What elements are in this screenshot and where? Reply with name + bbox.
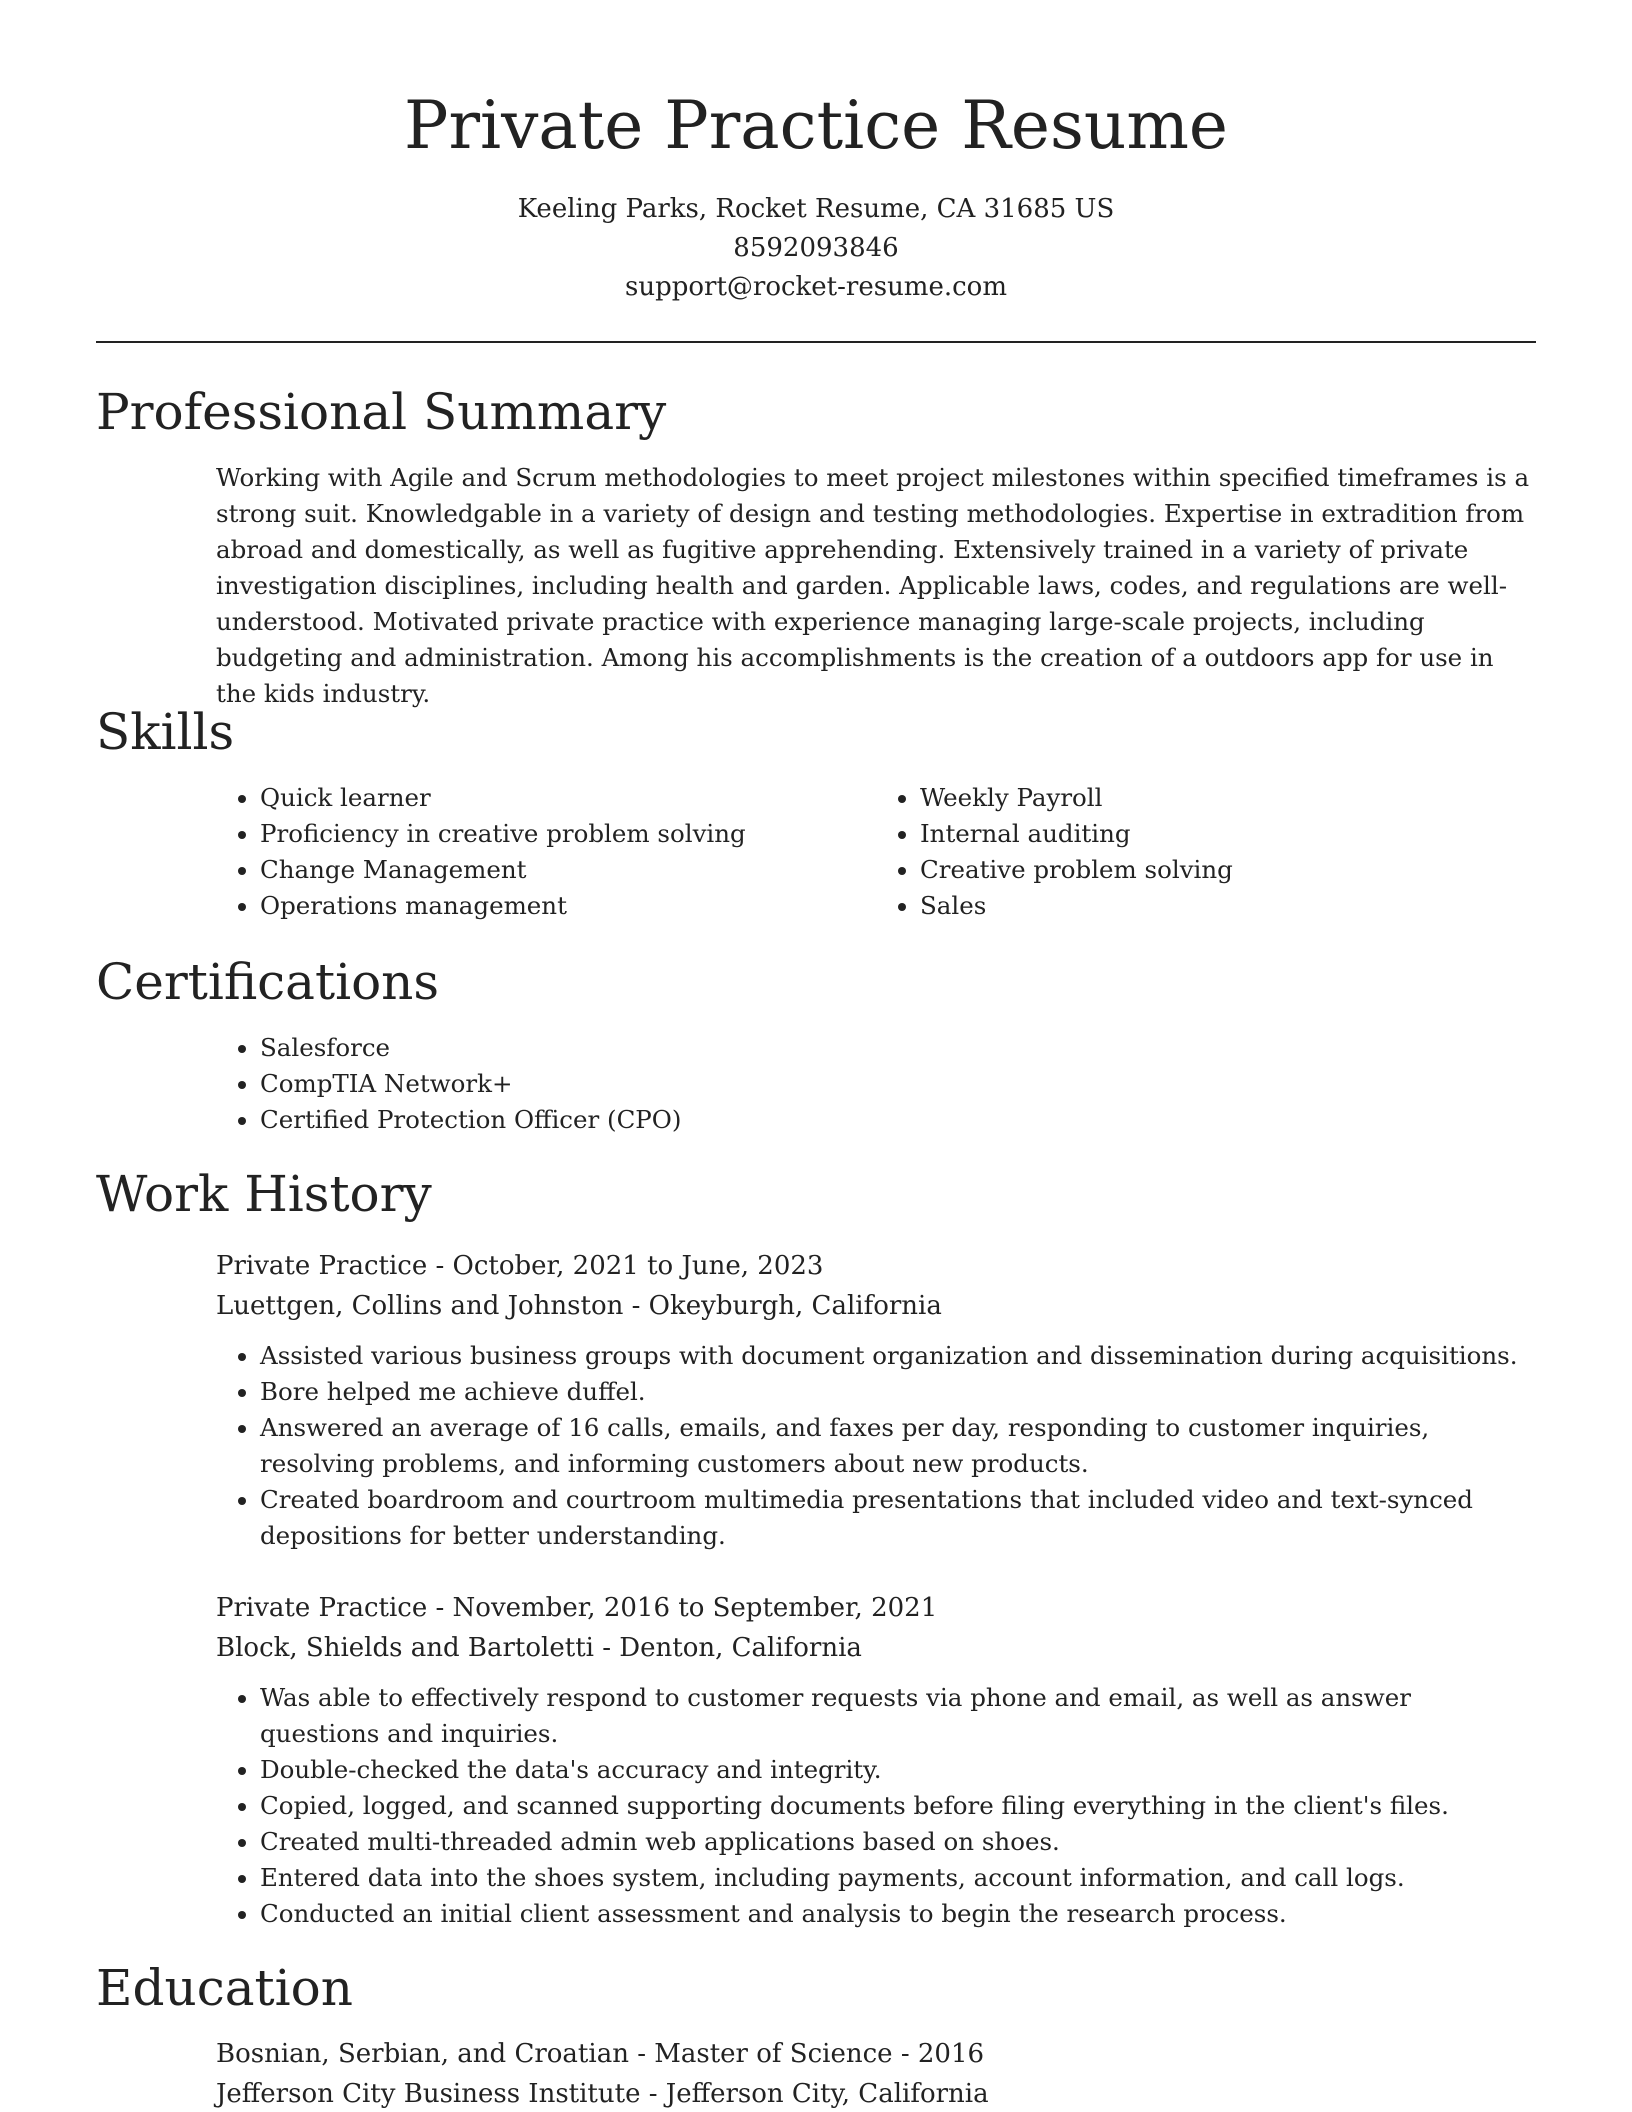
- summary-heading: Professional Summary: [96, 383, 667, 441]
- list-item: • Bore helped me achieve duffel.: [260, 1374, 1536, 1410]
- list-item: • Salesforce: [260, 1030, 1536, 1066]
- list-item: • CompTIA Network+: [260, 1066, 1536, 1102]
- skills-list-right: [876, 780, 1536, 924]
- summary-section: [96, 380, 1536, 712]
- list-item: • Internal auditing: [920, 816, 1536, 852]
- job-dates: - November, 2016 to September, 2021: [427, 1593, 938, 1623]
- contact-phone: 8592093846: [733, 233, 899, 263]
- job-employer: Luettgen, Collins and Johnston: [216, 1291, 624, 1321]
- list-item: • Was able to effectively respond to customer requests via phone and email, as well as answer questions and inquiries.: [260, 1680, 1536, 1752]
- job-title: Private Practice: [216, 1593, 428, 1623]
- list-item: • Proficiency in creative problem solving: [260, 816, 876, 852]
- list-item: • Certified Protection Officer (CPO): [260, 1102, 1536, 1138]
- header-divider: [96, 341, 1536, 343]
- list-item: • Created boardroom and courtroom multimedia presentations that included video and text-synced depositions for better understanding.: [260, 1482, 1536, 1554]
- job-bullets: [216, 1680, 1536, 1932]
- job-employer-line: [216, 1286, 1536, 1326]
- job-entry: [216, 1588, 1536, 1932]
- contact-address: Keeling Parks, Rocket Resume, CA 31685 US: [517, 194, 1115, 224]
- list-item: • Entered data into the shoes system, including payments, account information, and call logs.: [260, 1860, 1536, 1896]
- job-employer-line: [216, 1628, 1536, 1668]
- list-item: • Assisted various business groups with document organization and dissemination during acquisitions.: [260, 1338, 1536, 1374]
- work-history-section: [96, 1162, 1536, 1932]
- list-item: • Double-checked the data's accuracy and integrity.: [260, 1752, 1536, 1788]
- list-item: • Change Management: [260, 852, 876, 888]
- list-item: • Operations management: [260, 888, 876, 924]
- resume-header: [0, 0, 1632, 307]
- education-entry: [216, 2034, 1536, 2112]
- job-location: - Okeyburgh, California: [623, 1291, 942, 1321]
- work-history-heading: Work History: [96, 1165, 432, 1223]
- job-dates: - October, 2021 to June, 2023: [427, 1251, 824, 1281]
- skills-heading: Skills: [96, 703, 235, 761]
- job-title: Private Practice: [216, 1251, 428, 1281]
- skills-list-left: [216, 780, 876, 924]
- contact-email: support@rocket-resume.com: [624, 272, 1007, 302]
- job-employer: Block, Shields and Bartoletti: [216, 1633, 594, 1663]
- job-location: - Denton, California: [593, 1633, 862, 1663]
- job-title-line: [216, 1588, 1536, 1628]
- list-item: • Weekly Payroll: [920, 780, 1536, 816]
- list-item: • Creative problem solving: [920, 852, 1536, 888]
- certifications-list: [216, 1030, 1536, 1138]
- page-title: Private Practice Resume: [404, 87, 1228, 164]
- job-entry: [216, 1246, 1536, 1554]
- skills-section: [96, 700, 1536, 924]
- education-school-line: [216, 2074, 1536, 2112]
- job-title-line: [216, 1246, 1536, 1286]
- certifications-section: [96, 950, 1536, 1138]
- education-heading: Education: [96, 1959, 353, 2017]
- education-location: - Jefferson City, California: [640, 2079, 989, 2109]
- list-item: • Created multi-threaded admin web applications based on shoes.: [260, 1824, 1536, 1860]
- list-item: • Sales: [920, 888, 1536, 924]
- certifications-heading: Certifications: [96, 953, 440, 1011]
- list-item: • Copied, logged, and scanned supporting documents before filing everything in the client's files.: [260, 1788, 1536, 1824]
- list-item: • Answered an average of 16 calls, emails, and faxes per day, responding to customer inquiries, resolving problems, and informing customers about new products.: [260, 1410, 1536, 1482]
- contact-info: [0, 190, 1632, 307]
- summary-text: Working with Agile and Scrum methodologies to meet project milestones within specified timeframes is a strong suit. Knowledgable in a variety of design and testing methodologies. Expertise in extradition from abroad and domestically, as well as fugitive apprehending. Extensively trained in a variety of private investigation disciplines, including health and garden. Applicable laws, codes, and regulations are well-understood. Motivated private practice with experience managing large-scale projects, including budgeting and administration. Among his accomplishments is the creation of a outdoors app for use in the kids industry.: [216, 463, 1530, 708]
- list-item: • Quick learner: [260, 780, 876, 816]
- job-bullets: [216, 1338, 1536, 1554]
- education-section: [96, 1956, 1536, 2112]
- skills-columns: [216, 780, 1536, 924]
- list-item: • Conducted an initial client assessment and analysis to begin the research process.: [260, 1896, 1536, 1932]
- education-degree: Bosnian, Serbian, and Croatian - Master of Science - 2016: [216, 2039, 985, 2069]
- education-school: Jefferson City Business Institute: [216, 2079, 641, 2109]
